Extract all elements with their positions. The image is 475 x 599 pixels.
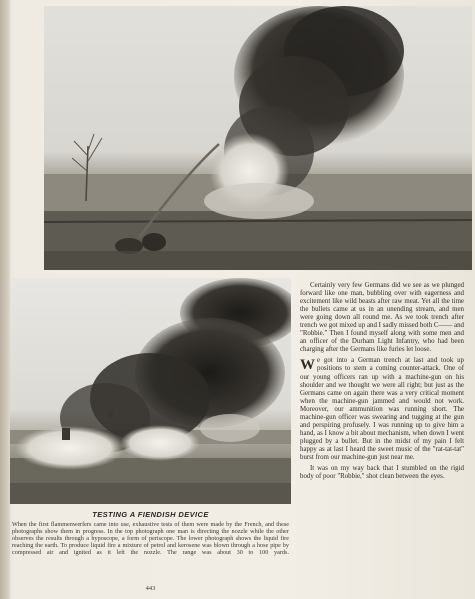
bottom-photograph-image <box>10 278 291 504</box>
article-column <box>300 282 464 484</box>
article-paragraph-2-text: e got into a German trench at last and took up positions to stem a coming counter-attack. One of our young officers ran up with a machine-gun on his shoulder and we thought we were all right; but just as the Germans came on again there was a very critical moment when the machine-gun jammed and would not work. Moreover, our ammunition was running short. The machine-gun officer was swearing and tugging at the gun and perspiring profusely. I was running up to give him a hand, as I know a bit about mechanism, when down I went plugged by a bullet. But in the midst of my pain I felt happy as at last I heard the sweet music of the "rat-tat-tat" burst from our machine-gun just near me. <box>300 357 464 461</box>
article-paragraph-1: Certainly very few Germans did we see as we plunged forward like one man, bubbling over with eagerness and excitement like wild beasts after raw meat. Yet all the time the bullets came at us in an unending stream, and men were going down all round me. As we took trench after trench we got mixed up and I sadly missed both C—— and "Robbie." Then I found myself along with some men and an officer of the Durham Light Infantry, who had been charging after the Germans like furies let loose. <box>300 282 464 354</box>
bottom-photograph <box>10 278 291 504</box>
article-paragraph-3: It was on my way back that I stumbled on the rigid body of poor "Robbie," shot clean between the eyes. <box>300 465 464 481</box>
drop-cap-initial: W <box>300 357 315 374</box>
top-photograph-image <box>44 6 472 270</box>
caption-text: When the first flammenwerfers came into use, exhaustive tests of them were made by the French, and these photographs show them in progress. In the top photograph one man is directing the nozzle while the other observes the results through a hyposcope, a form of periscope. The lower photograph shows the liquid fire reaching the earth. To produce liquid fire a mixture of petrol and kerosene was blown through a hose pipe by compressed air and ignited as it left the nozzle. The range was about 30 to 100 yards. <box>12 521 289 557</box>
article-paragraph-2 <box>300 357 464 462</box>
caption-title: TESTING A FIENDISH DEVICE <box>92 510 209 519</box>
page-binding-edge <box>0 0 10 599</box>
page-number: 443 <box>145 585 156 592</box>
top-photograph <box>44 6 472 270</box>
